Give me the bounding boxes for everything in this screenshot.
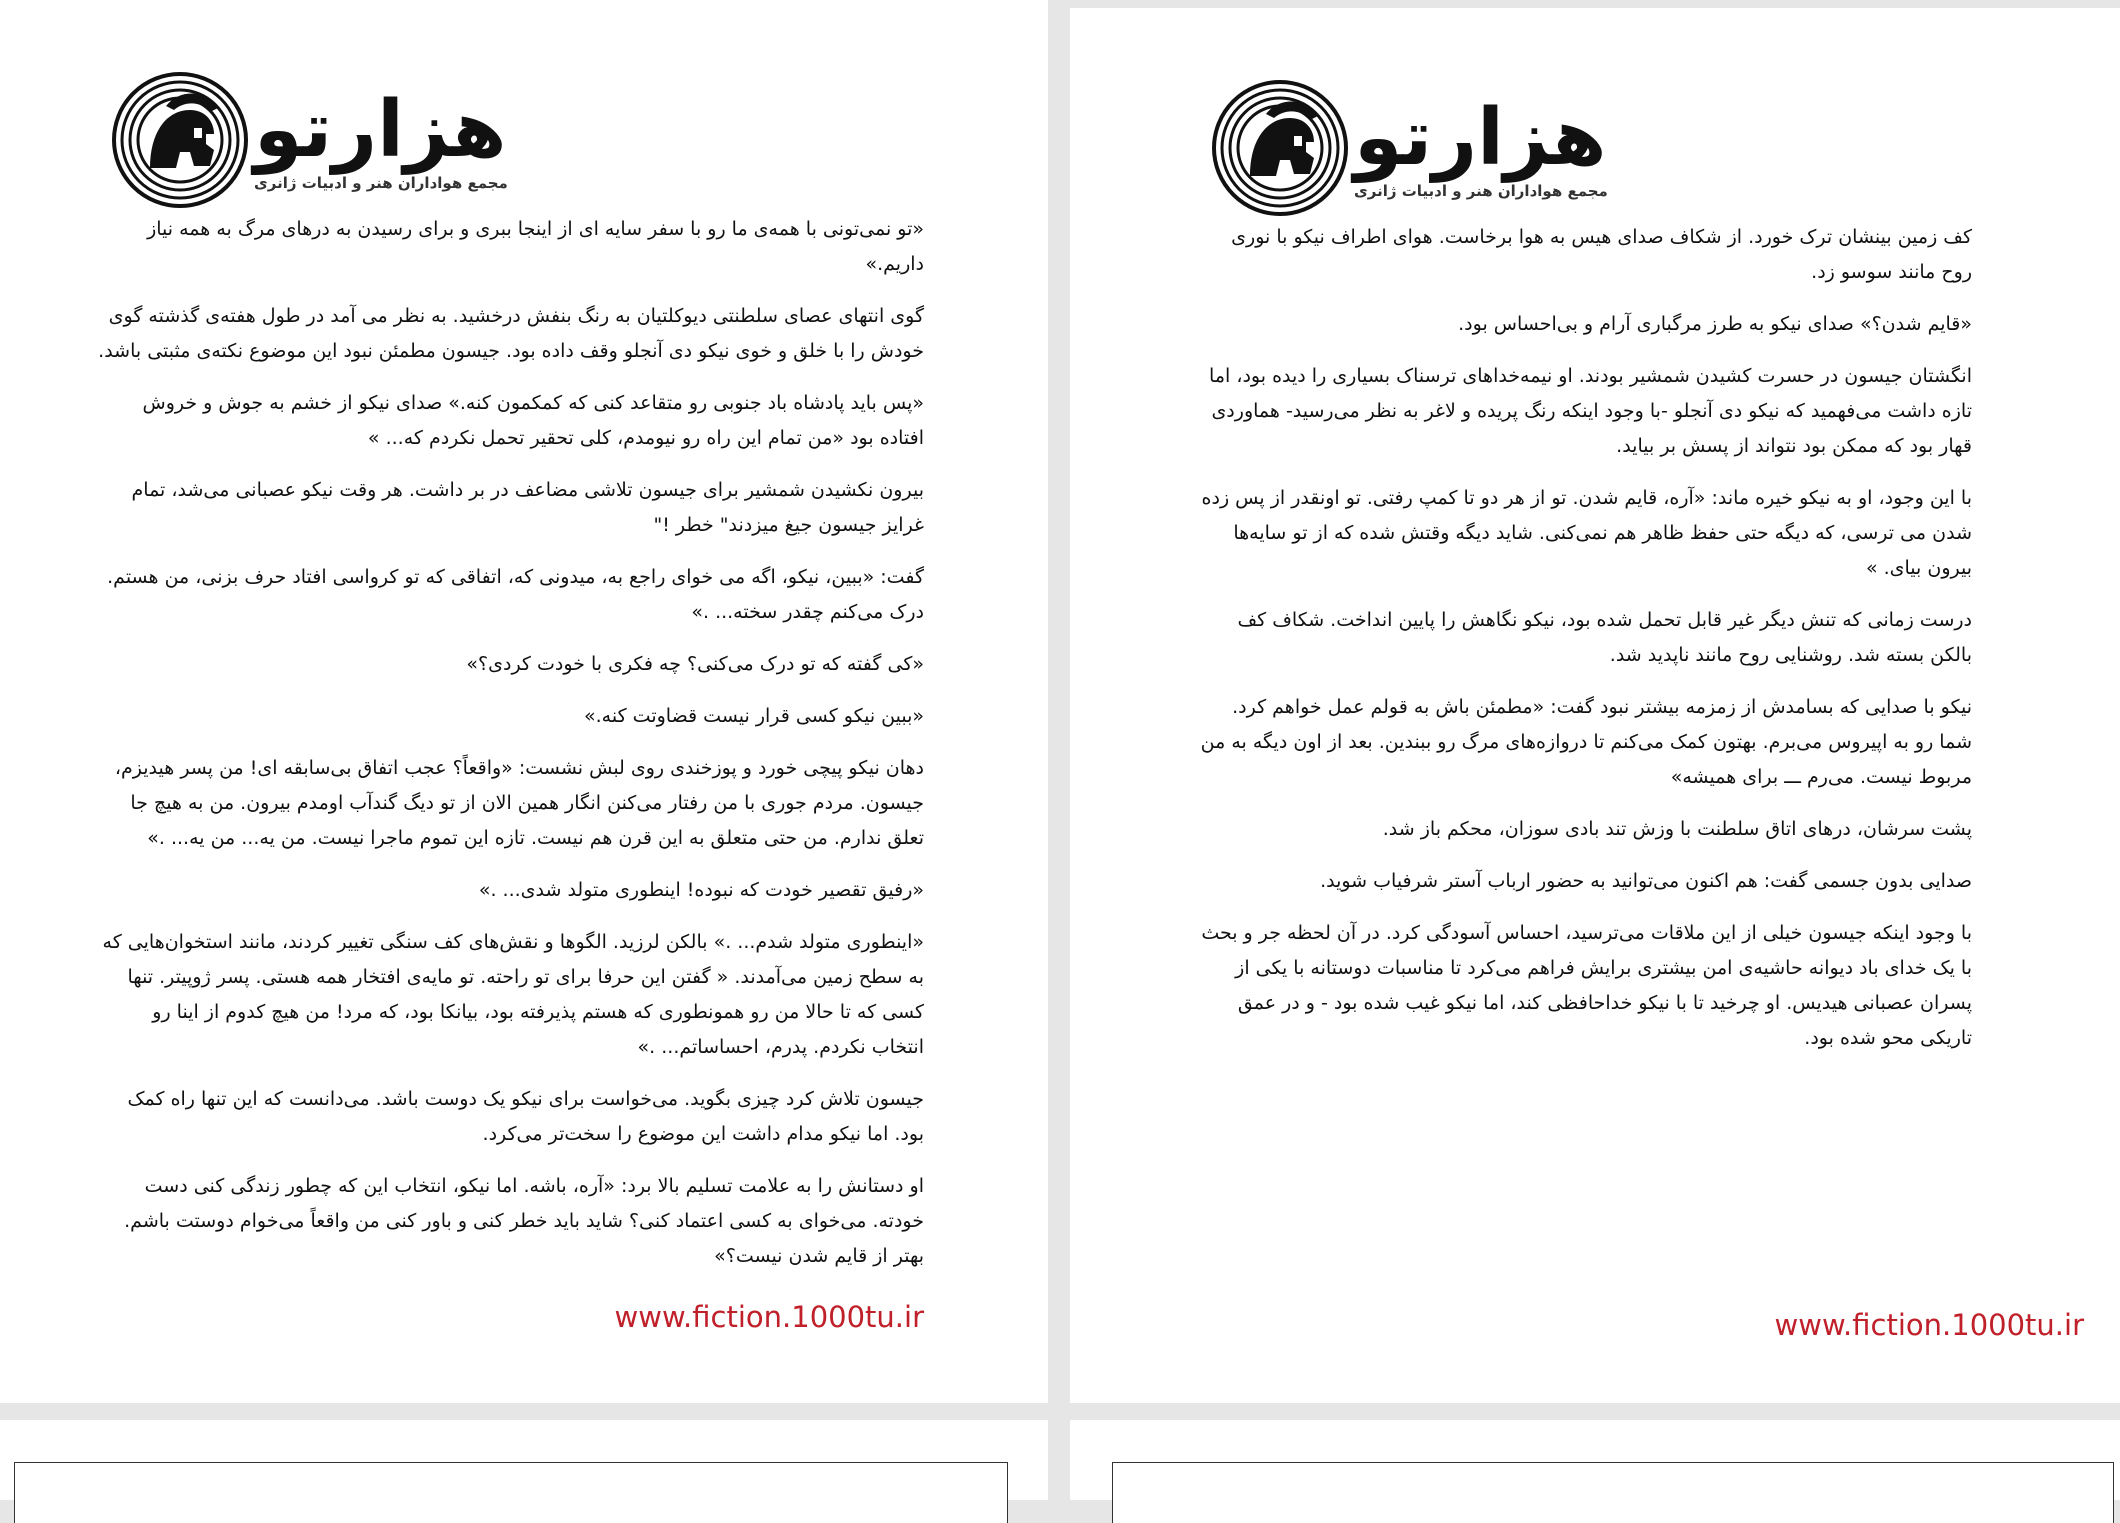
website-link[interactable]: www.fiction.1000tu.ir <box>1774 1308 2084 1342</box>
paragraph: با وجود اینکه جیسون خیلی از این ملاقات می‌ترسید، احساس آسودگی کرد. در آن لحظه جر و بحث با یک خدای باد دیوانه حاشیه‌ی امن بیشتری برایش فراهم می‌کرد تا مناسبات دوستانه با یکی از پسران عصبانی هیدیس. او چرخید تا با نیکو خداحافظی کند، اما نیکو غیب شده بود - و در عمق تاریکی محو شده بود. <box>1201 922 1972 1049</box>
document-page-next-left <box>0 1420 1048 1500</box>
publisher-logo <box>110 70 508 210</box>
paragraph: پشت سرشان، درهای اتاق سلطنت با وزش تند بادی سوزان، محکم باز شد. <box>1382 818 1972 840</box>
paragraph: «اینطوری متولد شدم... .» بالکن لرزید. الگوها و نقش‌های کف سنگی تغییر کردند، مانند استخوان‌هایی که به سطح زمین می‌آمدند. « گفتن این حرفا برای تو راحته. تو مایه‌ی افتخار همه هستی. پسر ژوپیتر. تنها کسی که تا حالا من رو همونطوری که هستم پذیرفته بود، بیانکا بود، که مرد! من هیچ کدوم از اینا رو انتخاب نکردم. پدرم، احساساتم... .» <box>102 931 924 1058</box>
paragraph: «پس باید پادشاه باد جنوبی رو متقاعد کنی که کمکمون کنه.» صدای نیکو از خشم به جوش و خروش افتاده بود «من تمام این راه رو نیومدم، کلی تحقیر تحمل نکردم که... » <box>142 392 924 449</box>
paragraph: با این وجود، او به نیکو خیره ماند: «آره، قایم شدن. تو از هر دو تا کمپ رفتی. تو اونقدر از پس زده شدن می ترسی، که دیگه حتی حفظ ظاهر هم نمی‌کنی. شاید دیگه وقتش شده که از تو سایه‌ها بیرون بیای. » <box>1201 487 1972 579</box>
publisher-logo <box>1210 78 1608 218</box>
logo-title: هزارتو <box>1354 93 1607 183</box>
website-link[interactable]: www.fiction.1000tu.ir <box>614 1300 924 1334</box>
logo-subtitle: مجمع هواداران هنر و ادبیات ژانری <box>254 174 508 192</box>
logo-title: هزارتو <box>254 85 507 175</box>
paragraph: گوی انتهای عصای سلطنتی دیوکلتیان به رنگ بنفش درخشید. به نظر می آمد در طول هفته‌ی گذشته گوی خودش را با خلق و خوی نیکو دی آنجلو وقف داده بود. جیسون مطمئن نبود این موضوع نکته‌ی مثبتی باشد. <box>98 305 924 362</box>
paragraph: «کی گفته که تو درک می‌کنی؟ چه فکری با خودت کردی؟» <box>466 653 924 675</box>
paragraph: «تو نمی‌تونی با همه‌ی ما رو با سفر سایه ای از اینجا ببری و برای رسیدن به درهای مرگ به همه نیاز داریم.» <box>147 218 924 275</box>
document-page-right <box>1070 8 2120 1403</box>
paragraph: نیکو با صدایی که بسامدش از زمزمه بیشتر نبود گفت: «مطمئن باش به قولم عمل خواهم کرد. شما رو به اپیروس می‌برم. بهتون کمک می‌کنم تا دروازه‌های مرگ رو ببندین. بعد از اون دیگه به من مربوط نیست. می‌رم ـــ برای همیشه» <box>1200 696 1972 788</box>
paragraph: «رفیق تقصیر خودت که نبوده! اینطوری متولد شدی... .» <box>478 879 924 901</box>
page-text <box>1200 220 1972 1073</box>
document-page-next-right <box>1070 1420 2120 1500</box>
logo-subtitle: مجمع هواداران هنر و ادبیات ژانری <box>1354 182 1608 200</box>
paragraph: انگشتان جیسون در حسرت کشیدن شمشیر بودند. او نیمه‌خداهای ترسناک بسیاری را دیده بود، اما تازه داشت می‌فهمید که نیکو دی آنجلو -با وجود اینکه رنگ پریده و لاغر به نظر می‌رسید- هماوردی قهار بود که ممکن بود نتواند از پسش بر بیاید. <box>1209 365 1972 457</box>
paragraph: «ببین نیکو کسی قرار نیست قضاوتت کنه.» <box>584 705 924 727</box>
paragraph: صدایی بدون جسمی گفت: هم اکنون می‌توانید به حضور ارباب آستر شرفیاب شوید. <box>1320 870 1972 892</box>
paragraph: بیرون نکشیدن شمشیر برای جیسون تلاشی مضاعف در بر داشت. هر وقت نیکو عصبانی می‌شد، تمام غرایز جیسون جیغ میزدند" خطر !" <box>131 479 924 536</box>
spartan-helmet-maze-icon <box>1210 78 1350 218</box>
document-page-left <box>0 0 1048 1403</box>
paragraph: او دستانش را به علامت تسلیم بالا برد: «آره، باشه. اما نیکو، انتخاب این که چطور زندگی کنی دست خودته. می‌خوای به کسی اعتماد کنی؟ شاید باید خطر کنی و باور کنی من واقعاً می‌خوام دوستت باشم. بهتر از قایم شدن نیست؟» <box>124 1175 924 1267</box>
spartan-helmet-maze-icon <box>110 70 250 210</box>
paragraph: گفت: «ببین، نیکو، اگه می خوای راجع به، میدونی که، اتفاقی که تو کرواسی افتاد حرف بزنی، من هستم. درک می‌کنم چقدر سخته... .» <box>107 566 924 623</box>
paragraph: درست زمانی که تنش دیگر غیر قابل تحمل شده بود، نیکو نگاهش را پایین انداخت. شکاف کف بالکن بسته شد. روشنایی روح مانند ناپدید شد. <box>1237 609 1972 666</box>
page-frame <box>14 1462 1008 1523</box>
page-text <box>96 212 924 1291</box>
paragraph: جیسون تلاش کرد چیزی بگوید. می‌خواست برای نیکو یک دوست باشد. می‌دانست که این تنها راه کمک بود. اما نیکو مدام داشت این موضوع را سخت‌تر می‌کرد. <box>127 1088 924 1145</box>
page-frame <box>1112 1462 2114 1523</box>
paragraph: «قایم شدن؟» صدای نیکو به طرز مرگباری آرام و بی‌احساس بود. <box>1458 313 1972 335</box>
paragraph: دهان نیکو پیچی خورد و پوزخندی روی لبش نشست: «واقعاً؟ عجب اتفاق بی‌سابقه ای! من پسر هیدیزم، جیسون. مردم جوری با من رفتار می‌کنن انگار همین الان از تو دیگ گندآب اومدم بیرون. من به هیچ جا تعلق ندارم. من حتی متعلق به این قرن هم نیست. تازه این تموم ماجرا نیست. من یه... من یه... .» <box>114 757 924 849</box>
paragraph: کف زمین بینشان ترک خورد. از شکاف صدای هیس به هوا برخاست. هوای اطراف نیکو با نوری روح مانند سوسو زد. <box>1231 226 1972 283</box>
